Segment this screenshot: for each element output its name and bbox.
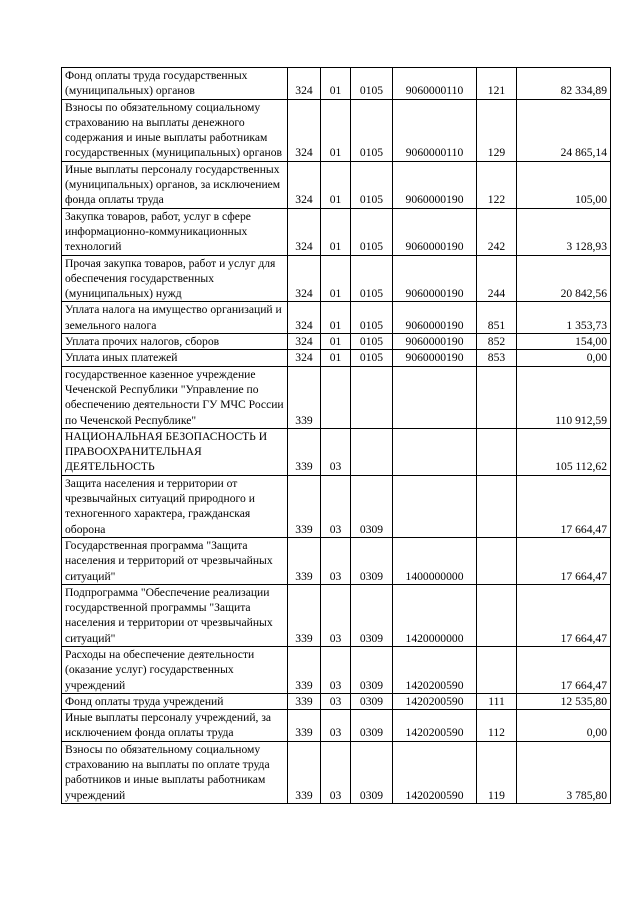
table-body	[62, 68, 611, 804]
department-code-cell: 339	[288, 366, 321, 428]
amount-cell: 20 842,56	[517, 255, 611, 302]
table-row	[62, 428, 611, 475]
subsection-code-cell: 0105	[351, 161, 393, 208]
table-row	[62, 475, 611, 537]
amount-cell: 1 353,73	[517, 302, 611, 334]
subsection-code-cell: 0309	[351, 710, 393, 742]
expense-type-cell	[477, 584, 517, 646]
department-code-cell: 339	[288, 537, 321, 584]
table-row	[62, 693, 611, 709]
amount-cell: 105 112,62	[517, 428, 611, 475]
subsection-code-cell: 0105	[351, 302, 393, 334]
amount-cell: 0,00	[517, 350, 611, 366]
expense-name-cell: Расходы на обеспечение деятельности (оказание услуг) государственных учреждений	[62, 646, 288, 693]
department-code-cell: 339	[288, 710, 321, 742]
table-row	[62, 208, 611, 255]
target-article-cell	[393, 475, 477, 537]
expense-name-cell: Уплата прочих налогов, сборов	[62, 334, 288, 350]
target-article-cell: 9060000190	[393, 255, 477, 302]
target-article-cell: 9060000190	[393, 161, 477, 208]
target-article-cell: 9060000190	[393, 350, 477, 366]
expense-type-cell	[477, 537, 517, 584]
expense-type-cell: 851	[477, 302, 517, 334]
table-row	[62, 302, 611, 334]
amount-cell: 17 664,47	[517, 584, 611, 646]
department-code-cell: 324	[288, 334, 321, 350]
expense-name-cell: Уплата иных платежей	[62, 350, 288, 366]
expense-type-cell: 111	[477, 693, 517, 709]
amount-cell: 12 535,80	[517, 693, 611, 709]
expense-type-cell: 121	[477, 68, 517, 100]
expense-name-cell: Взносы по обязательному социальному страхованию на выплаты денежного содержания и иные выплаты работникам государственных (муниципальных) органов	[62, 99, 288, 161]
expense-type-cell: 244	[477, 255, 517, 302]
budget-table	[61, 67, 611, 804]
table-row	[62, 68, 611, 100]
expense-name-cell: государственное казенное учреждение Чеченской Республики "Управление по обеспечению деятельности ГУ МЧС России по Чеченской Республике"	[62, 366, 288, 428]
department-code-cell: 339	[288, 584, 321, 646]
expense-name-cell: Иные выплаты персоналу учреждений, за исключением фонда оплаты труда	[62, 710, 288, 742]
subsection-code-cell: 0309	[351, 741, 393, 803]
table-row	[62, 161, 611, 208]
table-row	[62, 584, 611, 646]
expense-name-cell: Защита населения и территории от чрезвычайных ситуаций природного и техногенного характера, гражданская оборона	[62, 475, 288, 537]
expense-name-cell: Государственная программа "Защита населения и территорий от чрезвычайных ситуаций"	[62, 537, 288, 584]
section-code-cell: 03	[321, 646, 351, 693]
section-code-cell: 01	[321, 99, 351, 161]
subsection-code-cell: 0309	[351, 693, 393, 709]
target-article-cell: 9060000190	[393, 302, 477, 334]
target-article-cell: 1420200590	[393, 646, 477, 693]
expense-type-cell: 119	[477, 741, 517, 803]
target-article-cell: 1420000000	[393, 584, 477, 646]
amount-cell: 3 785,80	[517, 741, 611, 803]
table-row	[62, 646, 611, 693]
subsection-code-cell: 0105	[351, 99, 393, 161]
department-code-cell: 339	[288, 475, 321, 537]
amount-cell: 105,00	[517, 161, 611, 208]
expense-name-cell: Прочая закупка товаров, работ и услуг для обеспечения государственных (муниципальных) нужд	[62, 255, 288, 302]
amount-cell: 3 128,93	[517, 208, 611, 255]
target-article-cell	[393, 366, 477, 428]
subsection-code-cell	[351, 428, 393, 475]
table-row	[62, 366, 611, 428]
department-code-cell: 339	[288, 646, 321, 693]
expense-name-cell: Закупка товаров, работ, услуг в сфере информационно-коммуникационных технологий	[62, 208, 288, 255]
section-code-cell	[321, 366, 351, 428]
target-article-cell: 1420200590	[393, 741, 477, 803]
table-row	[62, 99, 611, 161]
expense-name-cell: Фонд оплаты труда учреждений	[62, 693, 288, 709]
department-code-cell: 339	[288, 741, 321, 803]
department-code-cell: 324	[288, 255, 321, 302]
amount-cell: 82 334,89	[517, 68, 611, 100]
department-code-cell: 324	[288, 302, 321, 334]
department-code-cell: 339	[288, 428, 321, 475]
subsection-code-cell: 0105	[351, 68, 393, 100]
table-row	[62, 741, 611, 803]
table-row	[62, 710, 611, 742]
department-code-cell: 324	[288, 99, 321, 161]
expense-type-cell	[477, 428, 517, 475]
expense-name-cell: Подпрограмма "Обеспечение реализации государственной программы "Защита населения и территории от чрезвычайных ситуаций"	[62, 584, 288, 646]
section-code-cell: 01	[321, 334, 351, 350]
expense-type-cell: 129	[477, 99, 517, 161]
amount-cell: 110 912,59	[517, 366, 611, 428]
target-article-cell: 9060000190	[393, 208, 477, 255]
target-article-cell: 9060000110	[393, 99, 477, 161]
expense-name-cell: НАЦИОНАЛЬНАЯ БЕЗОПАСНОСТЬ И ПРАВООХРАНИТЕЛЬНАЯ ДЕЯТЕЛЬНОСТЬ	[62, 428, 288, 475]
section-code-cell: 01	[321, 208, 351, 255]
section-code-cell: 03	[321, 475, 351, 537]
department-code-cell: 324	[288, 208, 321, 255]
expense-name-cell: Взносы по обязательному социальному страхованию на выплаты по оплате труда работников и иные выплаты работникам учреждений	[62, 741, 288, 803]
expense-type-cell	[477, 646, 517, 693]
expense-type-cell: 122	[477, 161, 517, 208]
expense-type-cell: 112	[477, 710, 517, 742]
subsection-code-cell: 0309	[351, 646, 393, 693]
department-code-cell: 324	[288, 68, 321, 100]
target-article-cell: 1420200590	[393, 710, 477, 742]
section-code-cell: 03	[321, 710, 351, 742]
section-code-cell: 01	[321, 350, 351, 366]
section-code-cell: 01	[321, 302, 351, 334]
target-article-cell: 1420200590	[393, 693, 477, 709]
subsection-code-cell: 0105	[351, 208, 393, 255]
expense-name-cell: Иные выплаты персоналу государственных (муниципальных) органов, за исключением фонда оплаты труда	[62, 161, 288, 208]
section-code-cell: 03	[321, 741, 351, 803]
subsection-code-cell: 0309	[351, 537, 393, 584]
expense-name-cell: Фонд оплаты труда государственных (муниципальных) органов	[62, 68, 288, 100]
target-article-cell: 9060000190	[393, 334, 477, 350]
table-row	[62, 350, 611, 366]
subsection-code-cell: 0309	[351, 475, 393, 537]
expense-type-cell	[477, 475, 517, 537]
target-article-cell	[393, 428, 477, 475]
subsection-code-cell: 0105	[351, 350, 393, 366]
section-code-cell: 01	[321, 161, 351, 208]
target-article-cell: 9060000110	[393, 68, 477, 100]
department-code-cell: 324	[288, 161, 321, 208]
table-row	[62, 255, 611, 302]
amount-cell: 24 865,14	[517, 99, 611, 161]
expense-name-cell: Уплата налога на имущество организаций и земельного налога	[62, 302, 288, 334]
subsection-code-cell: 0309	[351, 584, 393, 646]
amount-cell: 17 664,47	[517, 537, 611, 584]
expense-type-cell: 242	[477, 208, 517, 255]
section-code-cell: 03	[321, 537, 351, 584]
section-code-cell: 03	[321, 428, 351, 475]
section-code-cell: 03	[321, 693, 351, 709]
amount-cell: 17 664,47	[517, 646, 611, 693]
department-code-cell: 339	[288, 693, 321, 709]
table-row	[62, 537, 611, 584]
table-row	[62, 334, 611, 350]
subsection-code-cell	[351, 366, 393, 428]
department-code-cell: 324	[288, 350, 321, 366]
amount-cell: 154,00	[517, 334, 611, 350]
expense-type-cell	[477, 366, 517, 428]
subsection-code-cell: 0105	[351, 334, 393, 350]
expense-type-cell: 852	[477, 334, 517, 350]
expense-type-cell: 853	[477, 350, 517, 366]
amount-cell: 17 664,47	[517, 475, 611, 537]
amount-cell: 0,00	[517, 710, 611, 742]
section-code-cell: 03	[321, 584, 351, 646]
subsection-code-cell: 0105	[351, 255, 393, 302]
target-article-cell: 1400000000	[393, 537, 477, 584]
section-code-cell: 01	[321, 255, 351, 302]
section-code-cell: 01	[321, 68, 351, 100]
